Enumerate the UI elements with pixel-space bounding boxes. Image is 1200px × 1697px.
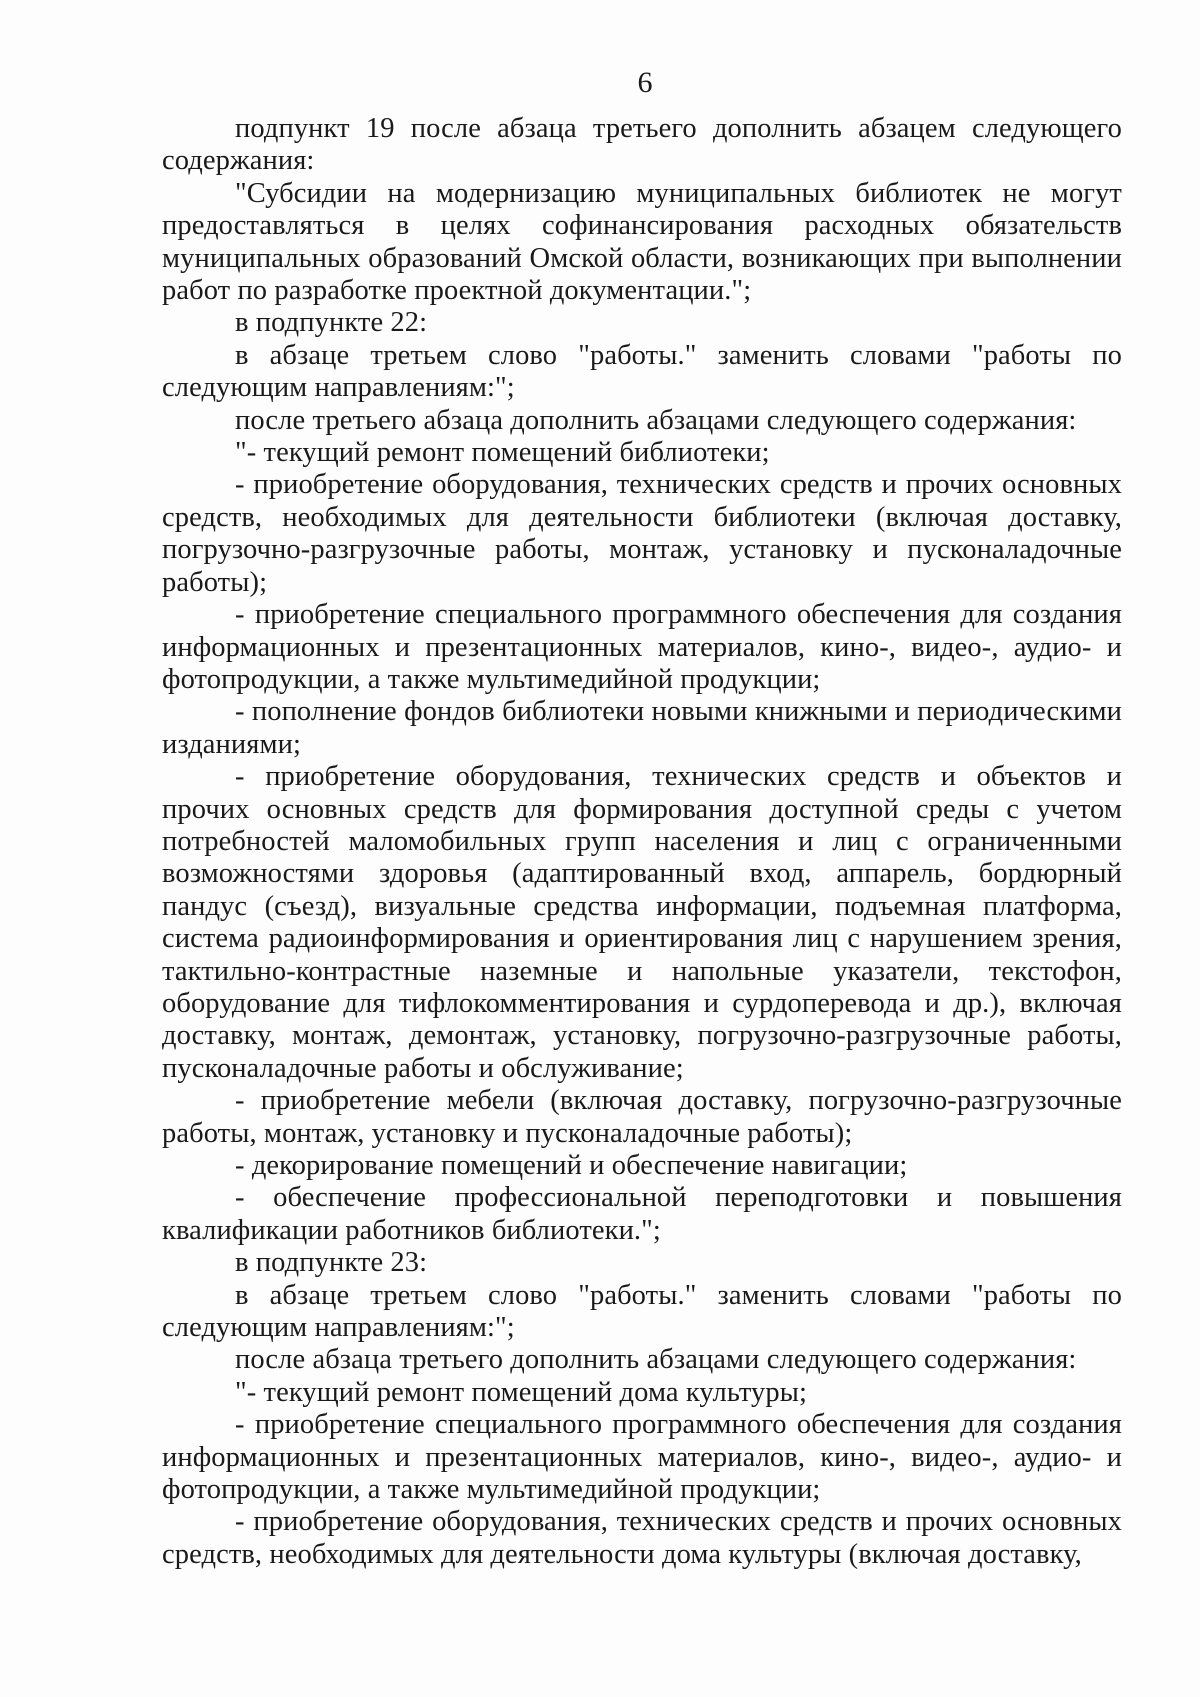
list-item-culture-house-repair: "- текущий ремонт помещений дома культуры; [235, 1376, 808, 1408]
list-item-culture-house-equipment: - приобретение оборудования, технических средств и прочих основных средств, необходимых для деятельности дома культуры (включая доставку, [162, 1506, 1122, 1570]
paragraph-add-paragraphs-22: после третьего абзаца дополнить абзацами следующего содержания: [235, 404, 1077, 436]
list-item-culture-house-software: - приобретение специального программного обеспечения для создания информационных и презентационных материалов, кино-, видео-, аудио- и фотопродукции, а также мультимедийной продукции; [162, 1409, 1122, 1506]
paragraph-subpoint-19-intro: подпункт 19 после абзаца третьего дополнить абзацем следующего содержания: [162, 113, 1122, 177]
paragraph-replace-word-23: в абзаце третьем слово "работы." заменить словами "работы по следующим направлениям:"; [162, 1279, 1122, 1344]
list-item-accessible-environment: - приобретение оборудования, технических средств и объектов и прочих основных средств для формирования доступной среды с учетом потребностей маломобильных групп населения и лиц с ограниченными возможностями здоровья (адаптированный вход, аппарель, бордюрный пандус (съезд), визуальные средства информации, подъемная платформа, система радиоинформирования и ориентирования лиц с нарушением зрения, тактильно-контрастные наземные и напольные указатели, текстофон, оборудование для тифлокомментирования и сурдоперевода и др.), включая доставку, монтаж, демонтаж, установку, погрузочно-разгрузочные работы, пусконаладочные работы и обслуживание; [162, 761, 1122, 1084]
paragraph-subpoint-22: в подпункте 22: [235, 307, 428, 339]
paragraph-add-paragraphs-23: после абзаца третьего дополнить абзацами следующего содержания: [235, 1344, 1077, 1376]
paragraph-replace-word-22: в абзаце третьем слово "работы." заменить словами "работы по следующим направлениям:"; [162, 339, 1122, 404]
list-item-decoration: - декорирование помещений и обеспечение навигации; [235, 1150, 908, 1181]
list-item-library-software: - приобретение специального программного обеспечения для создания информационных и презентационных материалов, кино-, видео-, аудио- и фотопродукции, а также мультимедийной продукции; [162, 599, 1122, 695]
list-item-staff-training: - обеспечение профессиональной переподготовки и повышения квалификации работников библиотеки."; [162, 1182, 1122, 1246]
document-body [162, 113, 1122, 1571]
paragraph-subsidy-text: "Субсидии на модернизацию муниципальных библиотек не могут предоставляться в целях софинансирования расходных обязательств муниципальных образований Омской области, возникающих при выполнении работ по разработке проектной документации."; [162, 177, 1122, 307]
list-item-library-repair: "- текущий ремонт помещений библиотеки; [235, 437, 770, 469]
list-item-furniture: - приобретение мебели (включая доставку, погрузочно-разгрузочные работы, монтаж, установку и пусконаладочные работы); [162, 1085, 1122, 1149]
list-item-library-funds: - пополнение фондов библиотеки новыми книжными и периодическими изданиями; [162, 696, 1122, 760]
list-item-library-equipment: - приобретение оборудования, технических средств и прочих основных средств, необходимых для деятельности библиотеки (включая доставку, погрузочно-разгрузочные работы, монтаж, установку и пусконаладочные работы); [162, 469, 1122, 598]
paragraph-subpoint-23: в подпункте 23: [235, 1247, 428, 1279]
page-number: 6 [637, 66, 653, 99]
